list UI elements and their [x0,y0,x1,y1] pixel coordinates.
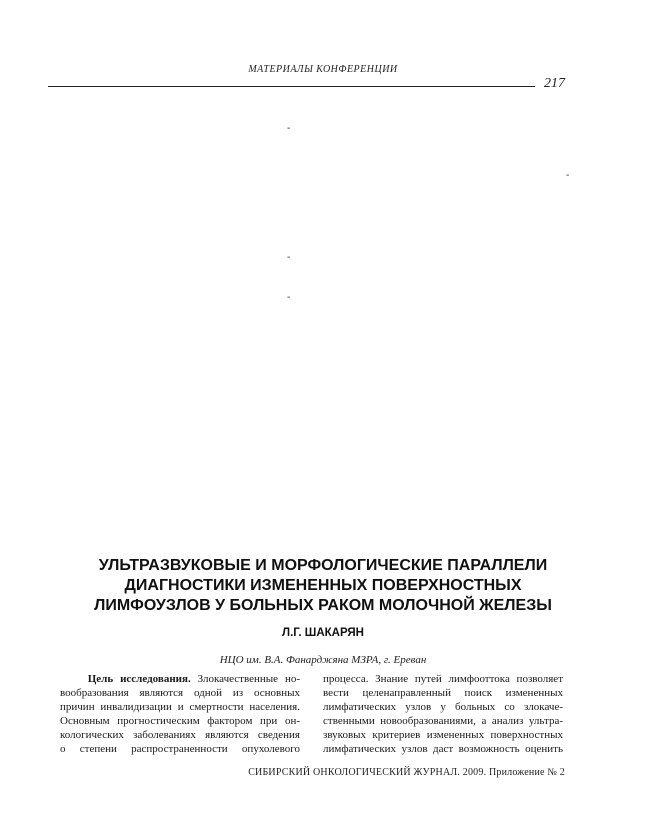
body-line: ственными новообразованиями, а анализ ультра- [323,715,563,727]
section-lead: Цель исследования. [87,673,191,685]
body-line: вести целенаправленный поиск измененных [323,687,563,699]
body-line: лимфатических узлов даст возможность оценить [323,743,563,755]
body-line: вообразования являются одной из основных [60,687,300,699]
body-line: звуковых критериев измененных поверхностных [323,729,563,741]
body-column-right [323,672,563,756]
body-line: кологических заболеваниях являются сведения [60,729,300,741]
stray-dash-mark: - [287,252,291,263]
article-title-line: ДИАГНОСТИКИ ИЗМЕНЕННЫХ ПОВЕРХНОСТНЫХ [124,577,522,594]
body-line [60,672,300,686]
article-affiliation: НЦО им. В.А. Фанарджяна МЗРА, г. Ереван [219,654,427,666]
body-column-left [60,672,300,756]
page-number: 217 [544,76,565,91]
journal-footer: СИБИРСКИЙ ОНКОЛОГИЧЕСКИЙ ЖУРНАЛ. 2009. Приложение № 2 [248,767,565,778]
body-text: Злокачественные но- [197,673,301,685]
header-rule [48,86,535,87]
article-author: Л.Г. ШАКАРЯН [282,627,364,639]
stray-dash-mark: - [287,292,291,303]
body-line: процесса. Знание путей лимфооттока позволяет [323,673,563,685]
body-line: лимфатических узлов у больных со злокаче- [323,701,563,713]
stray-dash-mark: - [287,123,291,134]
stray-dash-mark: - [566,170,570,181]
article-title [40,556,606,616]
body-line: Основным прогностическим фактором при он- [60,715,300,727]
running-header-title: МАТЕРИАЛЫ КОНФЕРЕНЦИИ [248,64,398,75]
body-line: о степени распространенности опухолевого [60,743,300,755]
article-title-line: ЛИМФОУЗЛОВ У БОЛЬНЫХ РАКОМ МОЛОЧНОЙ ЖЕЛЕЗЫ [94,597,552,614]
body-line: причин инвалидизации и смертности населения. [60,701,300,713]
article-title-line: УЛЬТРАЗВУКОВЫЕ И МОРФОЛОГИЧЕСКИЕ ПАРАЛЛЕЛИ [98,557,548,574]
